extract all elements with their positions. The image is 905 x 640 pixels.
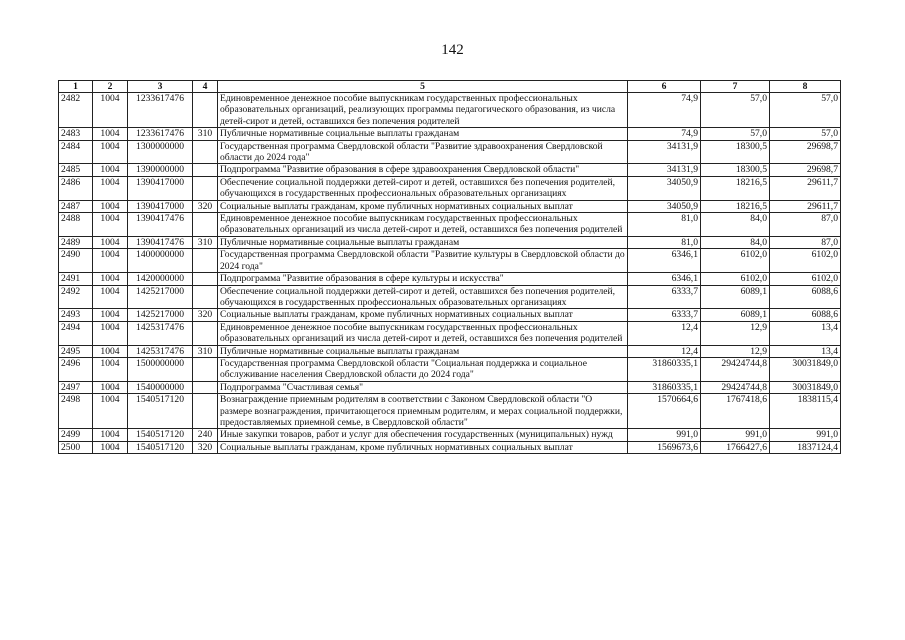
expense-type-cell [193, 213, 218, 237]
target-article-cell: 1425317476 [128, 321, 193, 345]
column-header-4: 4 [193, 81, 218, 93]
section-code-cell: 1004 [93, 93, 128, 128]
section-code-cell: 1004 [93, 429, 128, 441]
page-number: 142 [441, 42, 464, 58]
amount-cell-6: 34131,9 [628, 140, 701, 164]
section-code-cell: 1004 [93, 381, 128, 393]
description-cell: Единовременное денежное пособие выпускникам государственных профессиональных образовательных организаций, реализующих программы педагогического образования, из числа детей-сирот и детей, оставшихся без попечения родителей [218, 93, 628, 128]
row-number-cell: 2485 [59, 164, 93, 176]
amount-cell-8: 991,0 [770, 429, 841, 441]
amount-cell-7: 6089,1 [701, 309, 770, 321]
table-row [59, 429, 841, 441]
expense-type-cell: 320 [193, 200, 218, 212]
row-number-cell: 2486 [59, 176, 93, 200]
description-cell: Социальные выплаты гражданам, кроме публичных нормативных социальных выплат [218, 200, 628, 212]
expense-type-cell [193, 285, 218, 309]
row-number-cell: 2482 [59, 93, 93, 128]
column-header-5: 5 [218, 81, 628, 93]
row-number-cell: 2496 [59, 357, 93, 381]
amount-cell-6: 1570664,6 [628, 394, 701, 429]
section-code-cell: 1004 [93, 309, 128, 321]
description-cell: Единовременное денежное пособие выпускникам государственных профессиональных образовательных организаций из числа детей-сирот и детей, оставшихся без попечения родителей [218, 321, 628, 345]
amount-cell-7: 1766427,6 [701, 441, 770, 453]
amount-cell-7: 18300,5 [701, 164, 770, 176]
amount-cell-7: 57,0 [701, 128, 770, 140]
section-code-cell: 1004 [93, 273, 128, 285]
amount-cell-7: 6102,0 [701, 273, 770, 285]
expense-type-cell [193, 93, 218, 128]
table-row [59, 381, 841, 393]
target-article-cell: 1233617476 [128, 128, 193, 140]
amount-cell-6: 34050,9 [628, 200, 701, 212]
amount-cell-6: 74,9 [628, 128, 701, 140]
table-row [59, 285, 841, 309]
amount-cell-8: 1837124,4 [770, 441, 841, 453]
row-number-cell: 2487 [59, 200, 93, 212]
amount-cell-8: 6088,6 [770, 285, 841, 309]
description-cell: Иные закупки товаров, работ и услуг для обеспечения государственных (муниципальных) нужд [218, 429, 628, 441]
expense-type-cell [193, 357, 218, 381]
description-cell: Государственная программа Свердловской области "Развитие культуры в Свердловской области до 2024 года" [218, 249, 628, 273]
description-cell: Публичные нормативные социальные выплаты гражданам [218, 345, 628, 357]
amount-cell-6: 6346,1 [628, 273, 701, 285]
table-row [59, 213, 841, 237]
target-article-cell: 1540517120 [128, 429, 193, 441]
section-code-cell: 1004 [93, 164, 128, 176]
row-number-cell: 2489 [59, 236, 93, 248]
amount-cell-8: 6102,0 [770, 273, 841, 285]
target-article-cell: 1390417000 [128, 200, 193, 212]
section-code-cell: 1004 [93, 200, 128, 212]
amount-cell-8: 30031849,0 [770, 357, 841, 381]
table-row [59, 357, 841, 381]
expense-type-cell [193, 273, 218, 285]
amount-cell-6: 34050,9 [628, 176, 701, 200]
target-article-cell: 1390417000 [128, 176, 193, 200]
target-article-cell: 1420000000 [128, 273, 193, 285]
description-cell: Подпрограмма "Развитие образования в сфере здравоохранения Свердловской области" [218, 164, 628, 176]
amount-cell-8: 29698,7 [770, 140, 841, 164]
amount-cell-8: 30031849,0 [770, 381, 841, 393]
target-article-cell: 1233617476 [128, 93, 193, 128]
expense-type-cell: 320 [193, 441, 218, 453]
amount-cell-6: 34131,9 [628, 164, 701, 176]
expense-type-cell [193, 394, 218, 429]
amount-cell-7: 18216,5 [701, 176, 770, 200]
section-code-cell: 1004 [93, 128, 128, 140]
target-article-cell: 1540000000 [128, 381, 193, 393]
amount-cell-7: 1767418,6 [701, 394, 770, 429]
expense-type-cell [193, 140, 218, 164]
amount-cell-7: 84,0 [701, 213, 770, 237]
expense-type-cell: 240 [193, 429, 218, 441]
amount-cell-7: 29424744,8 [701, 357, 770, 381]
table-row [59, 309, 841, 321]
amount-cell-7: 18300,5 [701, 140, 770, 164]
amount-cell-7: 84,0 [701, 236, 770, 248]
column-header-2: 2 [93, 81, 128, 93]
description-cell: Единовременное денежное пособие выпускникам государственных профессиональных образовательных организаций из числа детей-сирот и детей, оставшихся без попечения родителей [218, 213, 628, 237]
row-number-cell: 2498 [59, 394, 93, 429]
row-number-cell: 2494 [59, 321, 93, 345]
expense-type-cell [193, 164, 218, 176]
budget-table [58, 80, 841, 454]
expense-type-cell [193, 321, 218, 345]
amount-cell-7: 29424744,8 [701, 381, 770, 393]
amount-cell-6: 31860335,1 [628, 357, 701, 381]
amount-cell-6: 6333,7 [628, 285, 701, 309]
amount-cell-8: 1838115,4 [770, 394, 841, 429]
amount-cell-8: 13,4 [770, 345, 841, 357]
column-header-8: 8 [770, 81, 841, 93]
expense-type-cell [193, 381, 218, 393]
row-number-cell: 2500 [59, 441, 93, 453]
table-row [59, 321, 841, 345]
table-row [59, 200, 841, 212]
amount-cell-6: 12,4 [628, 345, 701, 357]
row-number-cell: 2488 [59, 213, 93, 237]
amount-cell-8: 57,0 [770, 128, 841, 140]
amount-cell-8: 13,4 [770, 321, 841, 345]
target-article-cell: 1390417476 [128, 213, 193, 237]
amount-cell-8: 87,0 [770, 213, 841, 237]
section-code-cell: 1004 [93, 357, 128, 381]
row-number-cell: 2490 [59, 249, 93, 273]
table-row [59, 345, 841, 357]
amount-cell-6: 81,0 [628, 236, 701, 248]
amount-cell-7: 57,0 [701, 93, 770, 128]
target-article-cell: 1400000000 [128, 249, 193, 273]
target-article-cell: 1500000000 [128, 357, 193, 381]
section-code-cell: 1004 [93, 285, 128, 309]
amount-cell-6: 6333,7 [628, 309, 701, 321]
section-code-cell: 1004 [93, 213, 128, 237]
expense-type-cell: 320 [193, 309, 218, 321]
expense-type-cell: 310 [193, 345, 218, 357]
target-article-cell: 1390417476 [128, 236, 193, 248]
target-article-cell: 1425217000 [128, 285, 193, 309]
column-header-3: 3 [128, 81, 193, 93]
target-article-cell: 1425217000 [128, 309, 193, 321]
description-cell: Публичные нормативные социальные выплаты гражданам [218, 128, 628, 140]
column-header-6: 6 [628, 81, 701, 93]
expense-type-cell: 310 [193, 128, 218, 140]
table-row [59, 140, 841, 164]
table-row [59, 128, 841, 140]
amount-cell-6: 81,0 [628, 213, 701, 237]
target-article-cell: 1390000000 [128, 164, 193, 176]
description-cell: Обеспечение социальной поддержки детей-сирот и детей, оставшихся без попечения родителей, обучающихся в государственных профессиональных образовательных организациях [218, 176, 628, 200]
row-number-cell: 2493 [59, 309, 93, 321]
row-number-cell: 2484 [59, 140, 93, 164]
row-number-cell: 2497 [59, 381, 93, 393]
amount-cell-8: 6102,0 [770, 249, 841, 273]
amount-cell-7: 12,9 [701, 345, 770, 357]
table-body [59, 93, 841, 454]
section-code-cell: 1004 [93, 236, 128, 248]
expense-type-cell [193, 249, 218, 273]
table-row [59, 93, 841, 128]
amount-cell-8: 29698,7 [770, 164, 841, 176]
section-code-cell: 1004 [93, 321, 128, 345]
amount-cell-8: 57,0 [770, 93, 841, 128]
column-header-7: 7 [701, 81, 770, 93]
target-article-cell: 1540517120 [128, 394, 193, 429]
description-cell: Государственная программа Свердловской области "Развитие здравоохранения Свердловской области до 2024 года" [218, 140, 628, 164]
section-code-cell: 1004 [93, 176, 128, 200]
description-cell: Подпрограмма "Развитие образования в сфере культуры и искусства" [218, 273, 628, 285]
description-cell: Государственная программа Свердловской области "Социальная поддержка и социальное обслуживание населения Свердловской области до 2024 года" [218, 357, 628, 381]
amount-cell-7: 18216,5 [701, 200, 770, 212]
amount-cell-8: 29611,7 [770, 176, 841, 200]
table-row [59, 249, 841, 273]
table-row [59, 236, 841, 248]
description-cell: Социальные выплаты гражданам, кроме публичных нормативных социальных выплат [218, 441, 628, 453]
description-cell: Подпрограмма "Счастливая семья" [218, 381, 628, 393]
table-row [59, 273, 841, 285]
target-article-cell: 1425317476 [128, 345, 193, 357]
row-number-cell: 2491 [59, 273, 93, 285]
amount-cell-7: 6089,1 [701, 285, 770, 309]
amount-cell-6: 12,4 [628, 321, 701, 345]
section-code-cell: 1004 [93, 249, 128, 273]
row-number-cell: 2483 [59, 128, 93, 140]
section-code-cell: 1004 [93, 345, 128, 357]
row-number-cell: 2495 [59, 345, 93, 357]
section-code-cell: 1004 [93, 441, 128, 453]
amount-cell-6: 6346,1 [628, 249, 701, 273]
amount-cell-8: 6088,6 [770, 309, 841, 321]
amount-cell-7: 12,9 [701, 321, 770, 345]
amount-cell-7: 6102,0 [701, 249, 770, 273]
description-cell: Публичные нормативные социальные выплаты гражданам [218, 236, 628, 248]
description-cell: Социальные выплаты гражданам, кроме публичных нормативных социальных выплат [218, 309, 628, 321]
target-article-cell: 1540517120 [128, 441, 193, 453]
description-cell: Обеспечение социальной поддержки детей-сирот и детей, оставшихся без попечения родителей, обучающихся в государственных профессиональных образовательных организациях [218, 285, 628, 309]
amount-cell-8: 29611,7 [770, 200, 841, 212]
description-cell: Вознаграждение приемным родителям в соответствии с Законом Свердловской области "О размере вознаграждения, причитающегося приемным родителям, и мерах социальной поддержки, предоставляемых приемной семье, в Свердловской области" [218, 394, 628, 429]
target-article-cell: 1300000000 [128, 140, 193, 164]
amount-cell-6: 31860335,1 [628, 381, 701, 393]
expense-type-cell [193, 176, 218, 200]
expense-type-cell: 310 [193, 236, 218, 248]
table-row [59, 164, 841, 176]
table-row [59, 441, 841, 453]
amount-cell-6: 1569673,6 [628, 441, 701, 453]
table-row [59, 176, 841, 200]
section-code-cell: 1004 [93, 394, 128, 429]
row-number-cell: 2492 [59, 285, 93, 309]
header-row [59, 81, 841, 93]
amount-cell-6: 991,0 [628, 429, 701, 441]
row-number-cell: 2499 [59, 429, 93, 441]
amount-cell-7: 991,0 [701, 429, 770, 441]
section-code-cell: 1004 [93, 140, 128, 164]
table-row [59, 394, 841, 429]
amount-cell-6: 74,9 [628, 93, 701, 128]
column-header-1: 1 [59, 81, 93, 93]
amount-cell-8: 87,0 [770, 236, 841, 248]
